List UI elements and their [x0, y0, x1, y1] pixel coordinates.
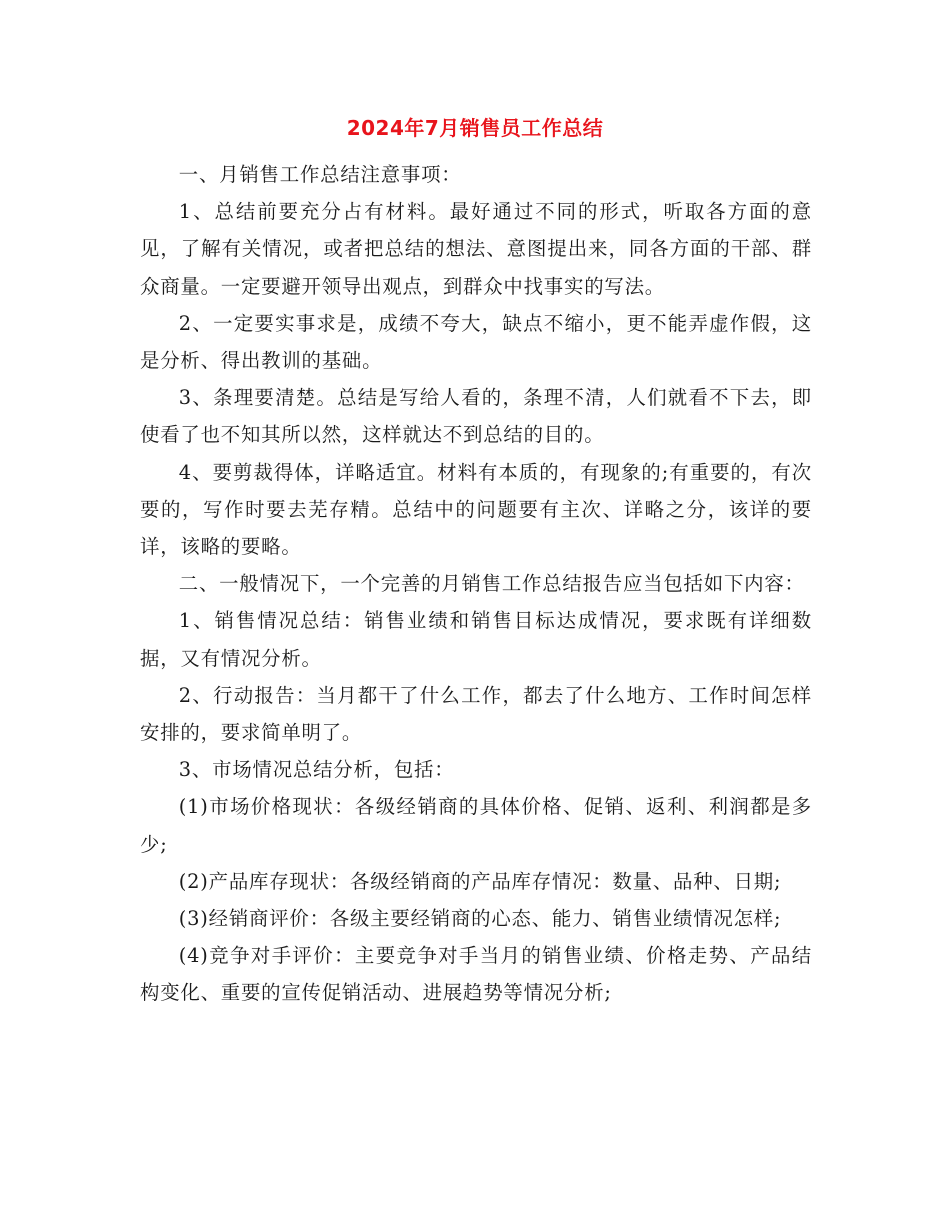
list-item-inventory: (2)产品库存现状：各级经销商的产品库存情况：数量、品种、日期; [178, 869, 782, 893]
document-body [140, 156, 812, 1012]
paragraph-contents-2: 2、行动报告：当月都干了什么工作，都去了什么地方、工作时间怎样安排的，要求简单明了。 [140, 683, 812, 745]
list-item-dealer-evaluation: (3)经销商评价：各级主要经销商的心态、能力、销售业绩情况怎样; [178, 907, 782, 931]
paragraph-notes-4: 4、要剪裁得体，详略适宜。材料有本质的，有现象的;有重要的，有次要的，写作时要去芜存精。总结中的问题要有主次、详略之分，该详的要详，该略的要略。 [140, 460, 812, 559]
list-item-competitor-evaluation: (4)竞争对手评价：主要竞争对手当月的销售业绩、价格走势、产品结构变化、重要的宣传促销活动、进展趋势等情况分析; [140, 944, 812, 1005]
paragraph-contents-3: 3、市场情况总结分析，包括： [178, 758, 455, 782]
list-item-market-price: (1)市场价格现状：各级经销商的具体价格、促销、返利、利润都是多少; [140, 795, 812, 856]
paragraph-notes-2: 2、一定要实事求是，成绩不夸大，缺点不缩小，更不能弄虚作假，这是分析、得出教训的基础。 [140, 311, 812, 373]
section-heading-contents: 二、一般情况下，一个完善的月销售工作总结报告应当包括如下内容： [178, 572, 805, 596]
document-title: 2024年7月销售员工作总结 [346, 116, 604, 140]
paragraph-contents-1: 1、销售情况总结：销售业绩和销售目标达成情况，要求既有详细数据，又有情况分析。 [140, 609, 812, 670]
section-heading-notes: 一、月销售工作总结注意事项： [178, 163, 462, 186]
paragraph-notes-3: 3、条理要清楚。总结是写给人看的，条理不清，人们就看不下去，即使看了也不知其所以然，这样就达不到总结的目的。 [140, 386, 812, 447]
paragraph-notes-1: 1、总结前要充分占有材料。最好通过不同的形式，听取各方面的意见，了解有关情况，或者把总结的想法、意图提出来，同各方面的干部、群众商量。一定要避开领导出观点，到群众中找事实的写法。 [140, 200, 812, 298]
